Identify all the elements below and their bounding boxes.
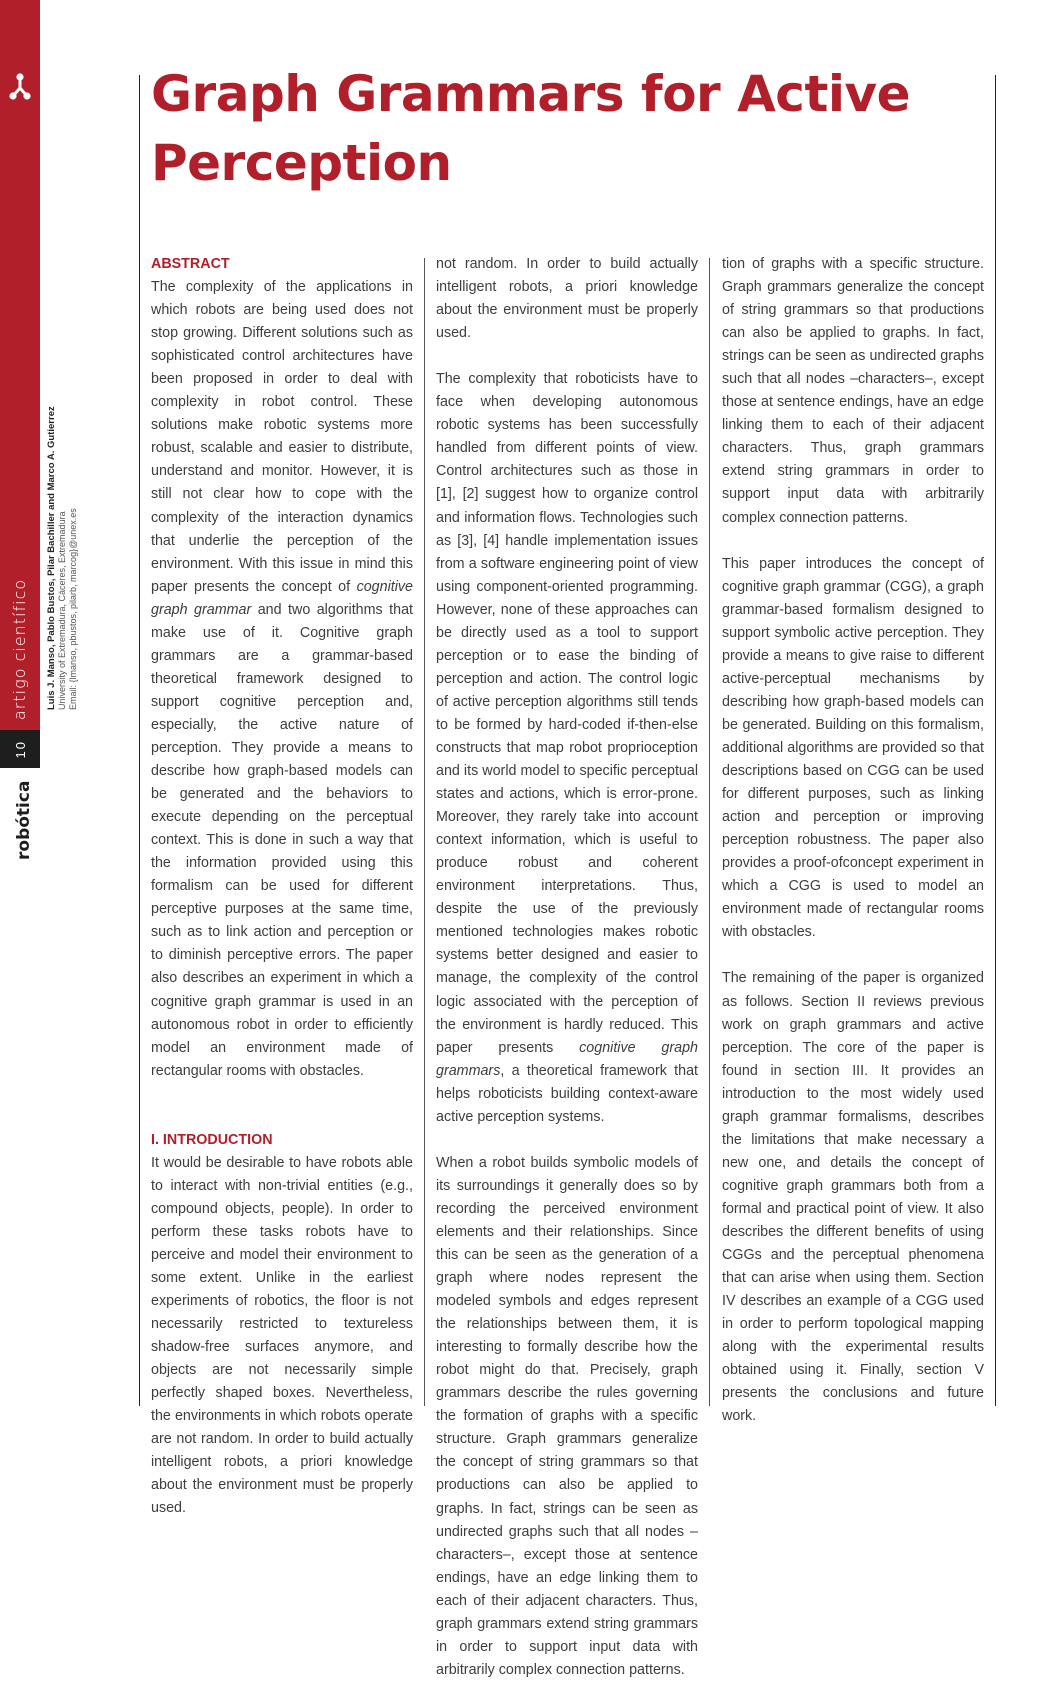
journal-name: robótica bbox=[14, 780, 34, 860]
intro-paragraph-5: The remaining of the paper is organized as follows. Section II reviews previous work on graph grammars and active perception. The core of the paper is found in section III. It provides an introduction to the most widely used graph grammar formalisms, describes the limitations that make necessary a new one, and details the concept of cognitive graph grammars both from a formal and practical point of view. It also describes the different benefits of using CGGs and the perceptual phenomena that can arise when using them. Section IV describes an example of a CGG used in order to perform topological mapping along with the experimental results obtained using it. Finally, section V presents the conclusions and future work. bbox=[722, 970, 984, 1425]
column-1 bbox=[151, 253, 413, 1517]
intro-paragraph-2: The complexity that roboticists have to face when developing autonomous robotic systems has been successfully handled from different points of view. Control architectures such as those in [1], [2] suggest how to organize control and information flows. Technologies such as [3], [4] handle implementation issues from a software engineering point of view using component-oriented programming. However, none of these approaches can be directly used as a tool to support perception or to ease the binding of perception and action. The control logic of active perception algorithms still tends to be formed by hard-coded if-then-else constructs that map robot proprioception and its world model to specific perceptual states and actions, which is error-prone. Moreover, they rarely take into account context information, which is useful to produce robust and coherent environment interpretations. Thus, despite the use of the previously mentioned technologies makes robotic systems better designed and easier to manage, the complexity of the control logic associated with the perception of the environment is hardly reduced. This paper presents cognitive graph grammars, a theoretical framework that helps roboticists building context-aware active perception systems. bbox=[436, 371, 698, 1125]
article-title: Graph Grammars for Active Perception bbox=[151, 65, 910, 192]
column-3 bbox=[722, 253, 984, 1428]
page-number: 10 bbox=[12, 739, 28, 759]
author-affiliation: University of Extremadura, Cáceres, Extremadura bbox=[57, 511, 67, 710]
intro-paragraph-1-cont: not random. In order to build actually intelligent robots, a priori knowledge about the environment must be properly used. bbox=[436, 256, 698, 342]
right-rule bbox=[995, 75, 996, 1406]
author-block bbox=[46, 398, 79, 710]
sidebar-band bbox=[0, 0, 40, 730]
share-node-icon bbox=[8, 72, 32, 102]
abstract-text: The complexity of the applications in which robots are being used does not stop growing. Different solutions such as sophisticated control architectures have been proposed in order to deal with complexity in robot control. These solutions make robotic systems more robust, scalable and easier to distribute, understand and monitor. However, it is still not clear how to cope with the complexity of the interaction dynamics that underlie the perception of the environment. With this issue in mind this paper presents the concept of cognitive graph grammar and two algorithms that make use of it. Cognitive graph grammars are a grammar-based theoretical framework designed to support cognitive perception and, especially, the active nature of perception. They provide a means to describe how graph-based models can be generated and the behaviors to execute depending on the perceptual context. This is done in such a way that the information provided using this formalism can be used for different perceptive purposes at the same time, such as to link action and perception or to diminish perceptive errors. The paper also describes an experiment in which a cognitive graph grammar is used in an autonomous robot in order to efficiently model an environment made of rectangular rooms with obstacles. bbox=[151, 279, 413, 1079]
intro-paragraph-4: This paper introduces the concept of cognitive graph grammar (CGG), a graph grammar-based formalism designed to support symbolic active perception. They provide a means to give raise to different active-perceptual mechanisms by describing how graph-based models can be generated. Building on this formalism, additional algorithms are provided so that descriptions based on CGG can be used for different purposes, such as linking action and perception or improving perception robustness. The paper also provides a proof-ofconcept experiment in which a CGG is used to model an environment made of rectangular rooms with obstacles. bbox=[722, 555, 984, 941]
intro-paragraph-3: When a robot builds symbolic models of its surroundings it generally does so by recording the perceived environment elements and their relationships. Since this can be seen as the generation of a graph where nodes represent the modeled symbols and edges represent the relationships between them, it is interesting to formally describe how the robot might do that. Precisely, graph grammars describe the rules governing the formation of graphs with a specific structure. Graph grammars generalize the concept of string grammars so that productions can also be applied to graphs. In fact, strings can be seen as undirected graphs such that all nodes –characters–, except those at sentence endings, have an edge linking them to each of their adjacent characters. Thus, graph grammars extend string grammars in order to support input data with arbitrarily complex connection patterns. bbox=[436, 1154, 698, 1678]
column-2 bbox=[436, 253, 698, 1678]
intro-heading: I. INTRODUCTION bbox=[151, 1131, 273, 1148]
column-divider-1 bbox=[424, 258, 425, 1406]
page-number-box bbox=[0, 730, 40, 768]
left-rule bbox=[139, 75, 140, 1406]
author-names: Luis J. Manso, Pablo Bustos, Pilar Bachiller and Marco A. Gutierrez bbox=[46, 406, 57, 710]
abstract-heading: ABSTRACT bbox=[151, 256, 230, 272]
section-label: artigo científico bbox=[10, 578, 29, 720]
intro-paragraph-3-cont: tion of graphs with a specific structure. Graph grammars generalize the concept of string grammars so that productions can also be applied to graphs. In fact, strings can be seen as undirected graphs such that all nodes –characters–, except those at sentence endings, have an edge linking them to each of their adjacent characters. Thus, graph grammars extend string grammars in order to support input data with arbitrarily complex connection patterns. bbox=[722, 256, 984, 526]
intro-paragraph-1: It would be desirable to have robots able to interact with non-trivial entities (e.g., compound objects, people). In order to perform these tasks robots have to perceive and model their environment to some extent. Unlike in the earliest experiments of robotics, the floor is not necessarily restricted to textureless shadow-free surfaces anymore, and objects are not necessarily simple perfectly shaped boxes. Nevertheless, the environments in which robots operate are not random. In order to build actually intelligent robots, a priori knowledge about the environment must be properly used. bbox=[151, 1154, 413, 1517]
author-email: Email: {lmanso, pbustos, pilarb, marcog}@unex.es bbox=[68, 508, 78, 710]
column-divider-2 bbox=[709, 258, 710, 1406]
